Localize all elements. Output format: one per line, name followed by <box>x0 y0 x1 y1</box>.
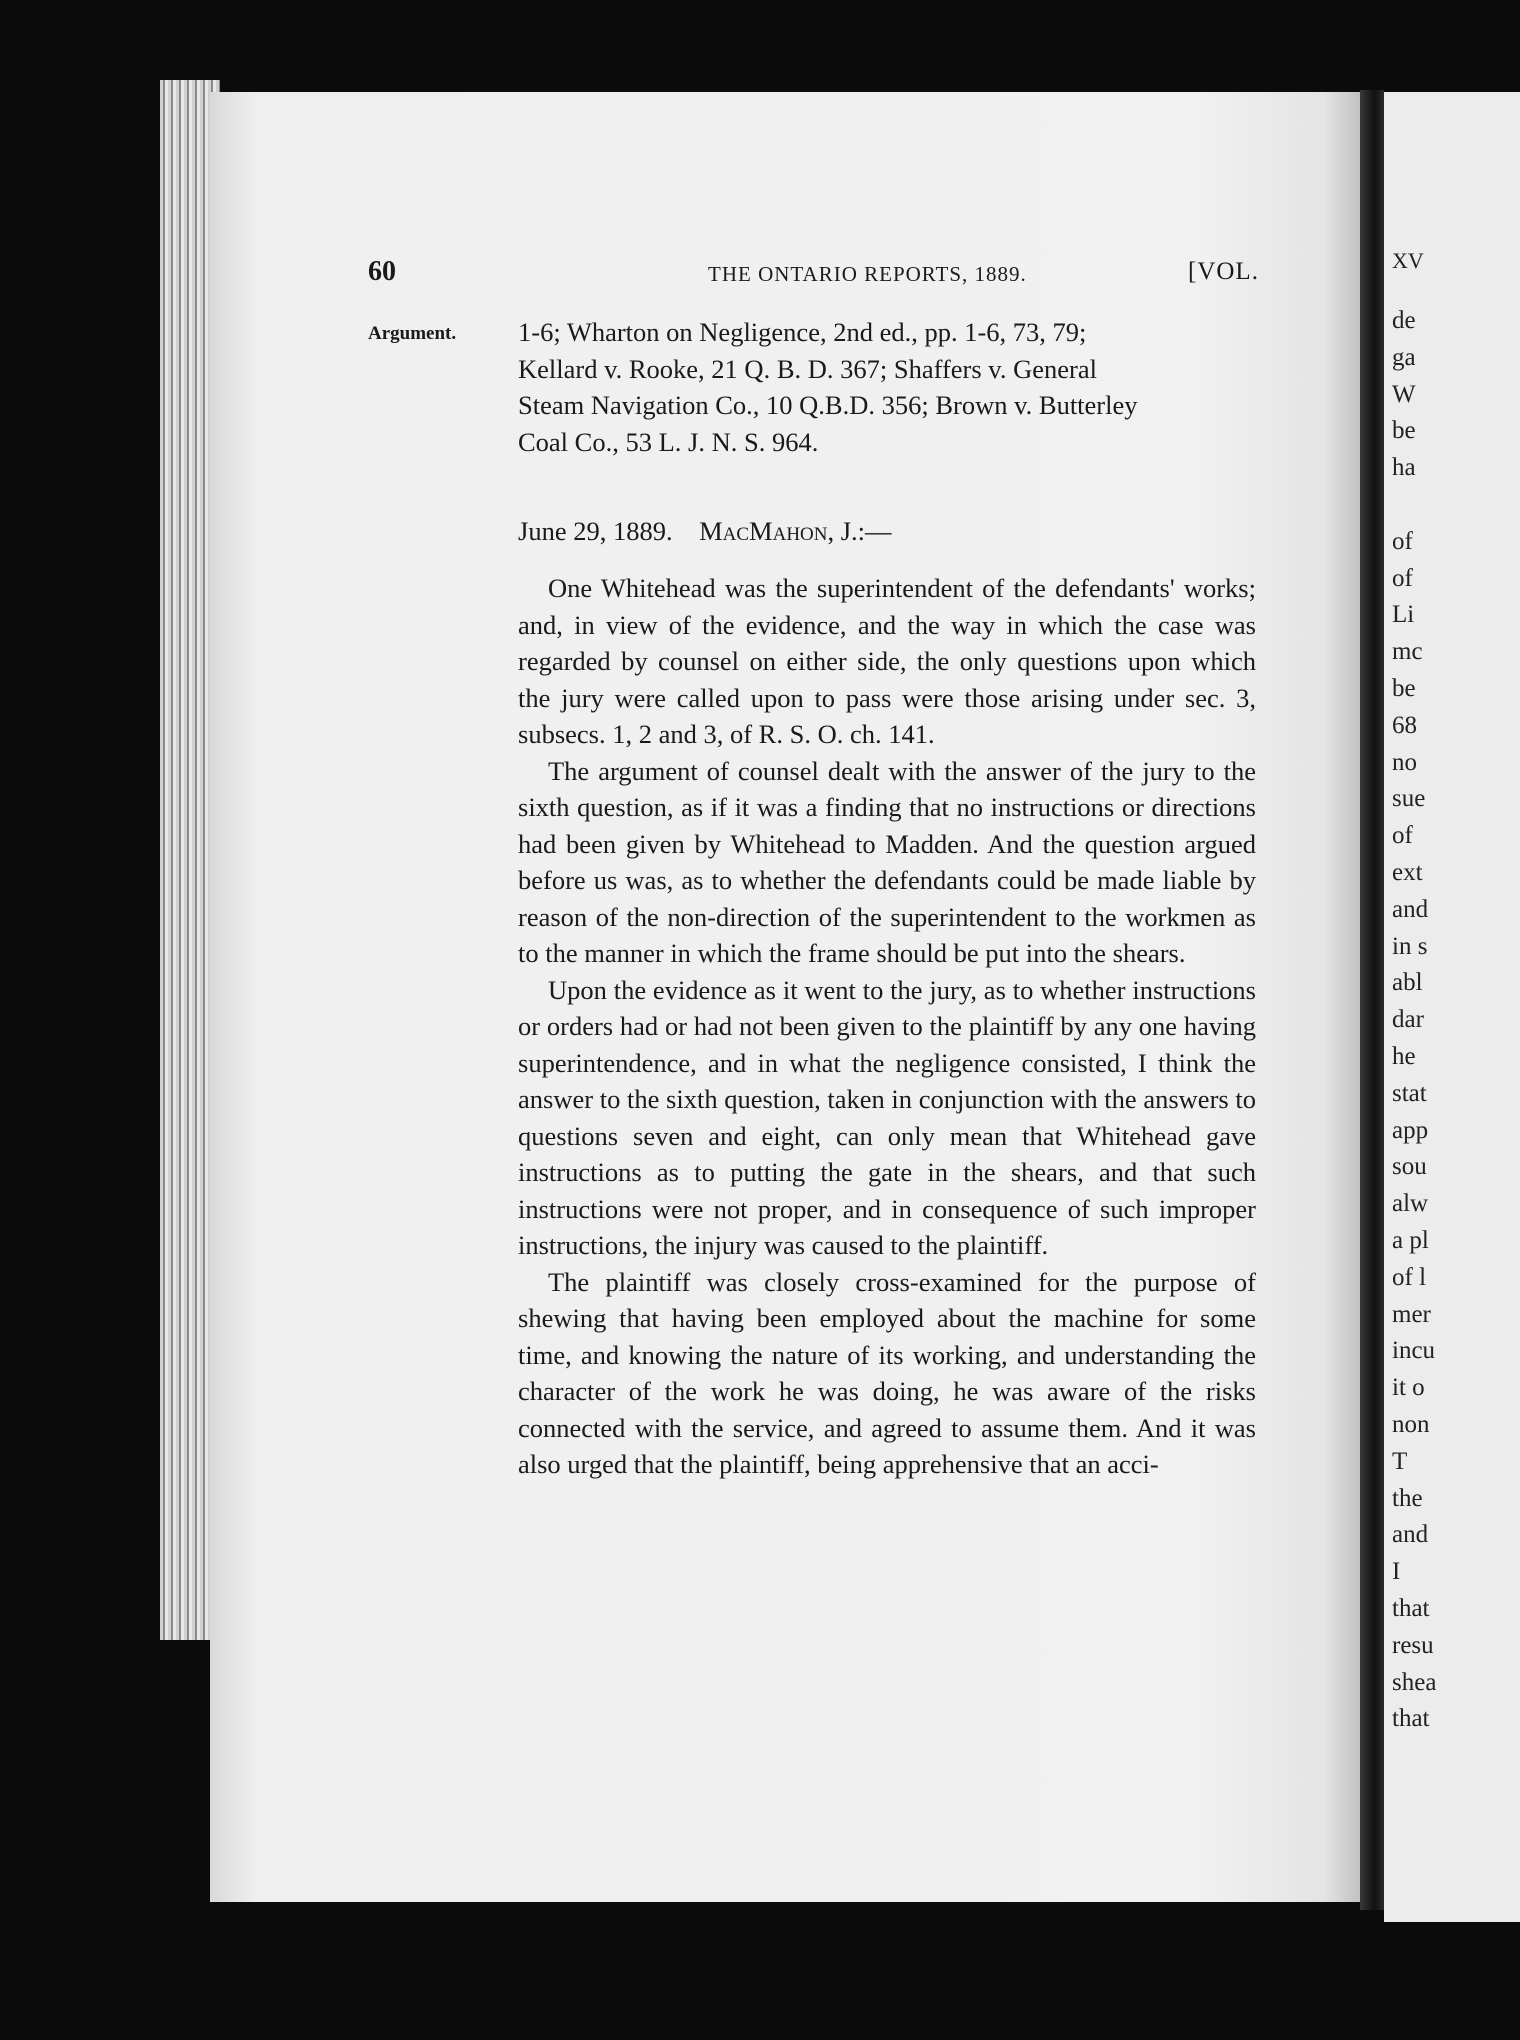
facing-line: of <box>1392 527 1413 555</box>
dateline <box>518 516 892 547</box>
facing-line: shea <box>1392 1668 1437 1696</box>
judge-name: MacMahon, J.:— <box>699 516 892 546</box>
facing-page <box>1384 92 1520 1922</box>
facing-line: of <box>1392 564 1413 592</box>
facing-line: and <box>1392 1521 1429 1549</box>
facing-line: that <box>1392 1705 1430 1733</box>
facing-line: sue <box>1392 785 1426 813</box>
paragraph: The argument of counsel dealt with the answer of the jury to the sixth question, as if it was a finding that no instructions or directions had been given by Whitehead to Madden. And the question argued before us was, as to whether the defendants could be made liable by reason of the non-direction of the superintendent to the workmen as to the manner in which the frame should be put into the shears. <box>518 755 1256 968</box>
judgment-body <box>518 570 1256 1483</box>
facing-line: be <box>1392 417 1416 445</box>
facing-line: that <box>1392 1595 1430 1622</box>
facing-line: non <box>1392 1411 1430 1438</box>
paragraph: One Whitehead was the superintendent of the defendants' works; and, in view of the evidence, and the way in which the case was regarded by counsel on either side, the only questions upon which the jury were called upon to pass were those arising under sec. 3, subsecs. 1, 2 and 3, of R. S. O. ch. 141. <box>518 573 1256 749</box>
facing-line: and <box>1392 895 1429 923</box>
citation-block <box>518 314 1256 460</box>
facing-line: abl <box>1392 969 1423 997</box>
facing-line: sou <box>1392 1153 1427 1181</box>
facing-line: de <box>1392 307 1416 334</box>
facing-line: stat <box>1392 1079 1427 1107</box>
running-title: THE ONTARIO REPORTS, 1889. <box>708 262 1027 286</box>
margin-note: Argument. <box>368 323 457 344</box>
facing-line: W <box>1392 380 1416 408</box>
facing-line: a pl <box>1392 1227 1429 1254</box>
citation-line: Kellard v. Rooke, 21 Q. B. D. 367; Shaffers v. General <box>518 353 1097 384</box>
facing-line: I <box>1392 1558 1401 1586</box>
facing-line: he <box>1392 1043 1416 1070</box>
citation-line: 1-6; Wharton on Negligence, 2nd ed., pp. 1-6, 73, 79; <box>518 317 1087 347</box>
volume-label: [VOL. <box>1188 258 1259 285</box>
paragraph: The plaintiff was closely cross-examined for the purpose of shewing that having been employed about the machine for some time, and knowing the nature of its working, and understanding the character of the work he was doing, he was aware of the risks connected with the service, and agreed to assume them. And it was also urged that the plaintiff, being apprehensive that an acci- <box>518 1266 1256 1479</box>
facing-line: incu <box>1392 1337 1436 1365</box>
citation-line: Steam Navigation Co., 10 Q.B.D. 356; Brown v. Butterley <box>518 390 1138 420</box>
facing-line: dar <box>1392 1006 1424 1034</box>
facing-line: resu <box>1392 1631 1434 1659</box>
facing-line: of <box>1392 822 1413 850</box>
facing-line: 68 <box>1392 711 1417 739</box>
book-gutter <box>1360 90 1384 1910</box>
facing-line: ha <box>1392 454 1416 482</box>
facing-line: of l <box>1392 1263 1427 1291</box>
facing-line: ga <box>1392 343 1416 371</box>
facing-line: in s <box>1392 932 1428 960</box>
page-number: 60 <box>368 256 396 287</box>
facing-line: Li <box>1392 601 1415 629</box>
facing-line: mer <box>1392 1300 1431 1328</box>
facing-line: mc <box>1392 638 1423 666</box>
facing-line: alw <box>1392 1190 1429 1218</box>
citation-line: Coal Co., 53 L. J. N. S. 964. <box>518 426 819 457</box>
paragraph: Upon the evidence as it went to the jury, as to whether instructions or orders had or had not been given to the plaintiff by any one having superintendence, and in what the negligence consisted, I think the answer to the sixth question, taken in conjunction with the answers to questions seven and eight, can only mean that Whitehead gave instructions as to putting the gate in the shears, and that such instructions were not proper, and in consequence of such improper instructions, the injury was caused to the plaintiff. <box>518 974 1256 1260</box>
judgment-date: June 29, 1889. <box>518 516 673 546</box>
facing-header: XV <box>1392 248 1424 273</box>
facing-line: the <box>1392 1484 1423 1512</box>
facing-line: be <box>1392 675 1416 702</box>
facing-line: app <box>1392 1116 1429 1144</box>
facing-line: ext <box>1392 859 1423 886</box>
facing-line: no <box>1392 748 1417 776</box>
facing-line: T <box>1392 1447 1408 1475</box>
facing-line: it o <box>1392 1374 1425 1402</box>
